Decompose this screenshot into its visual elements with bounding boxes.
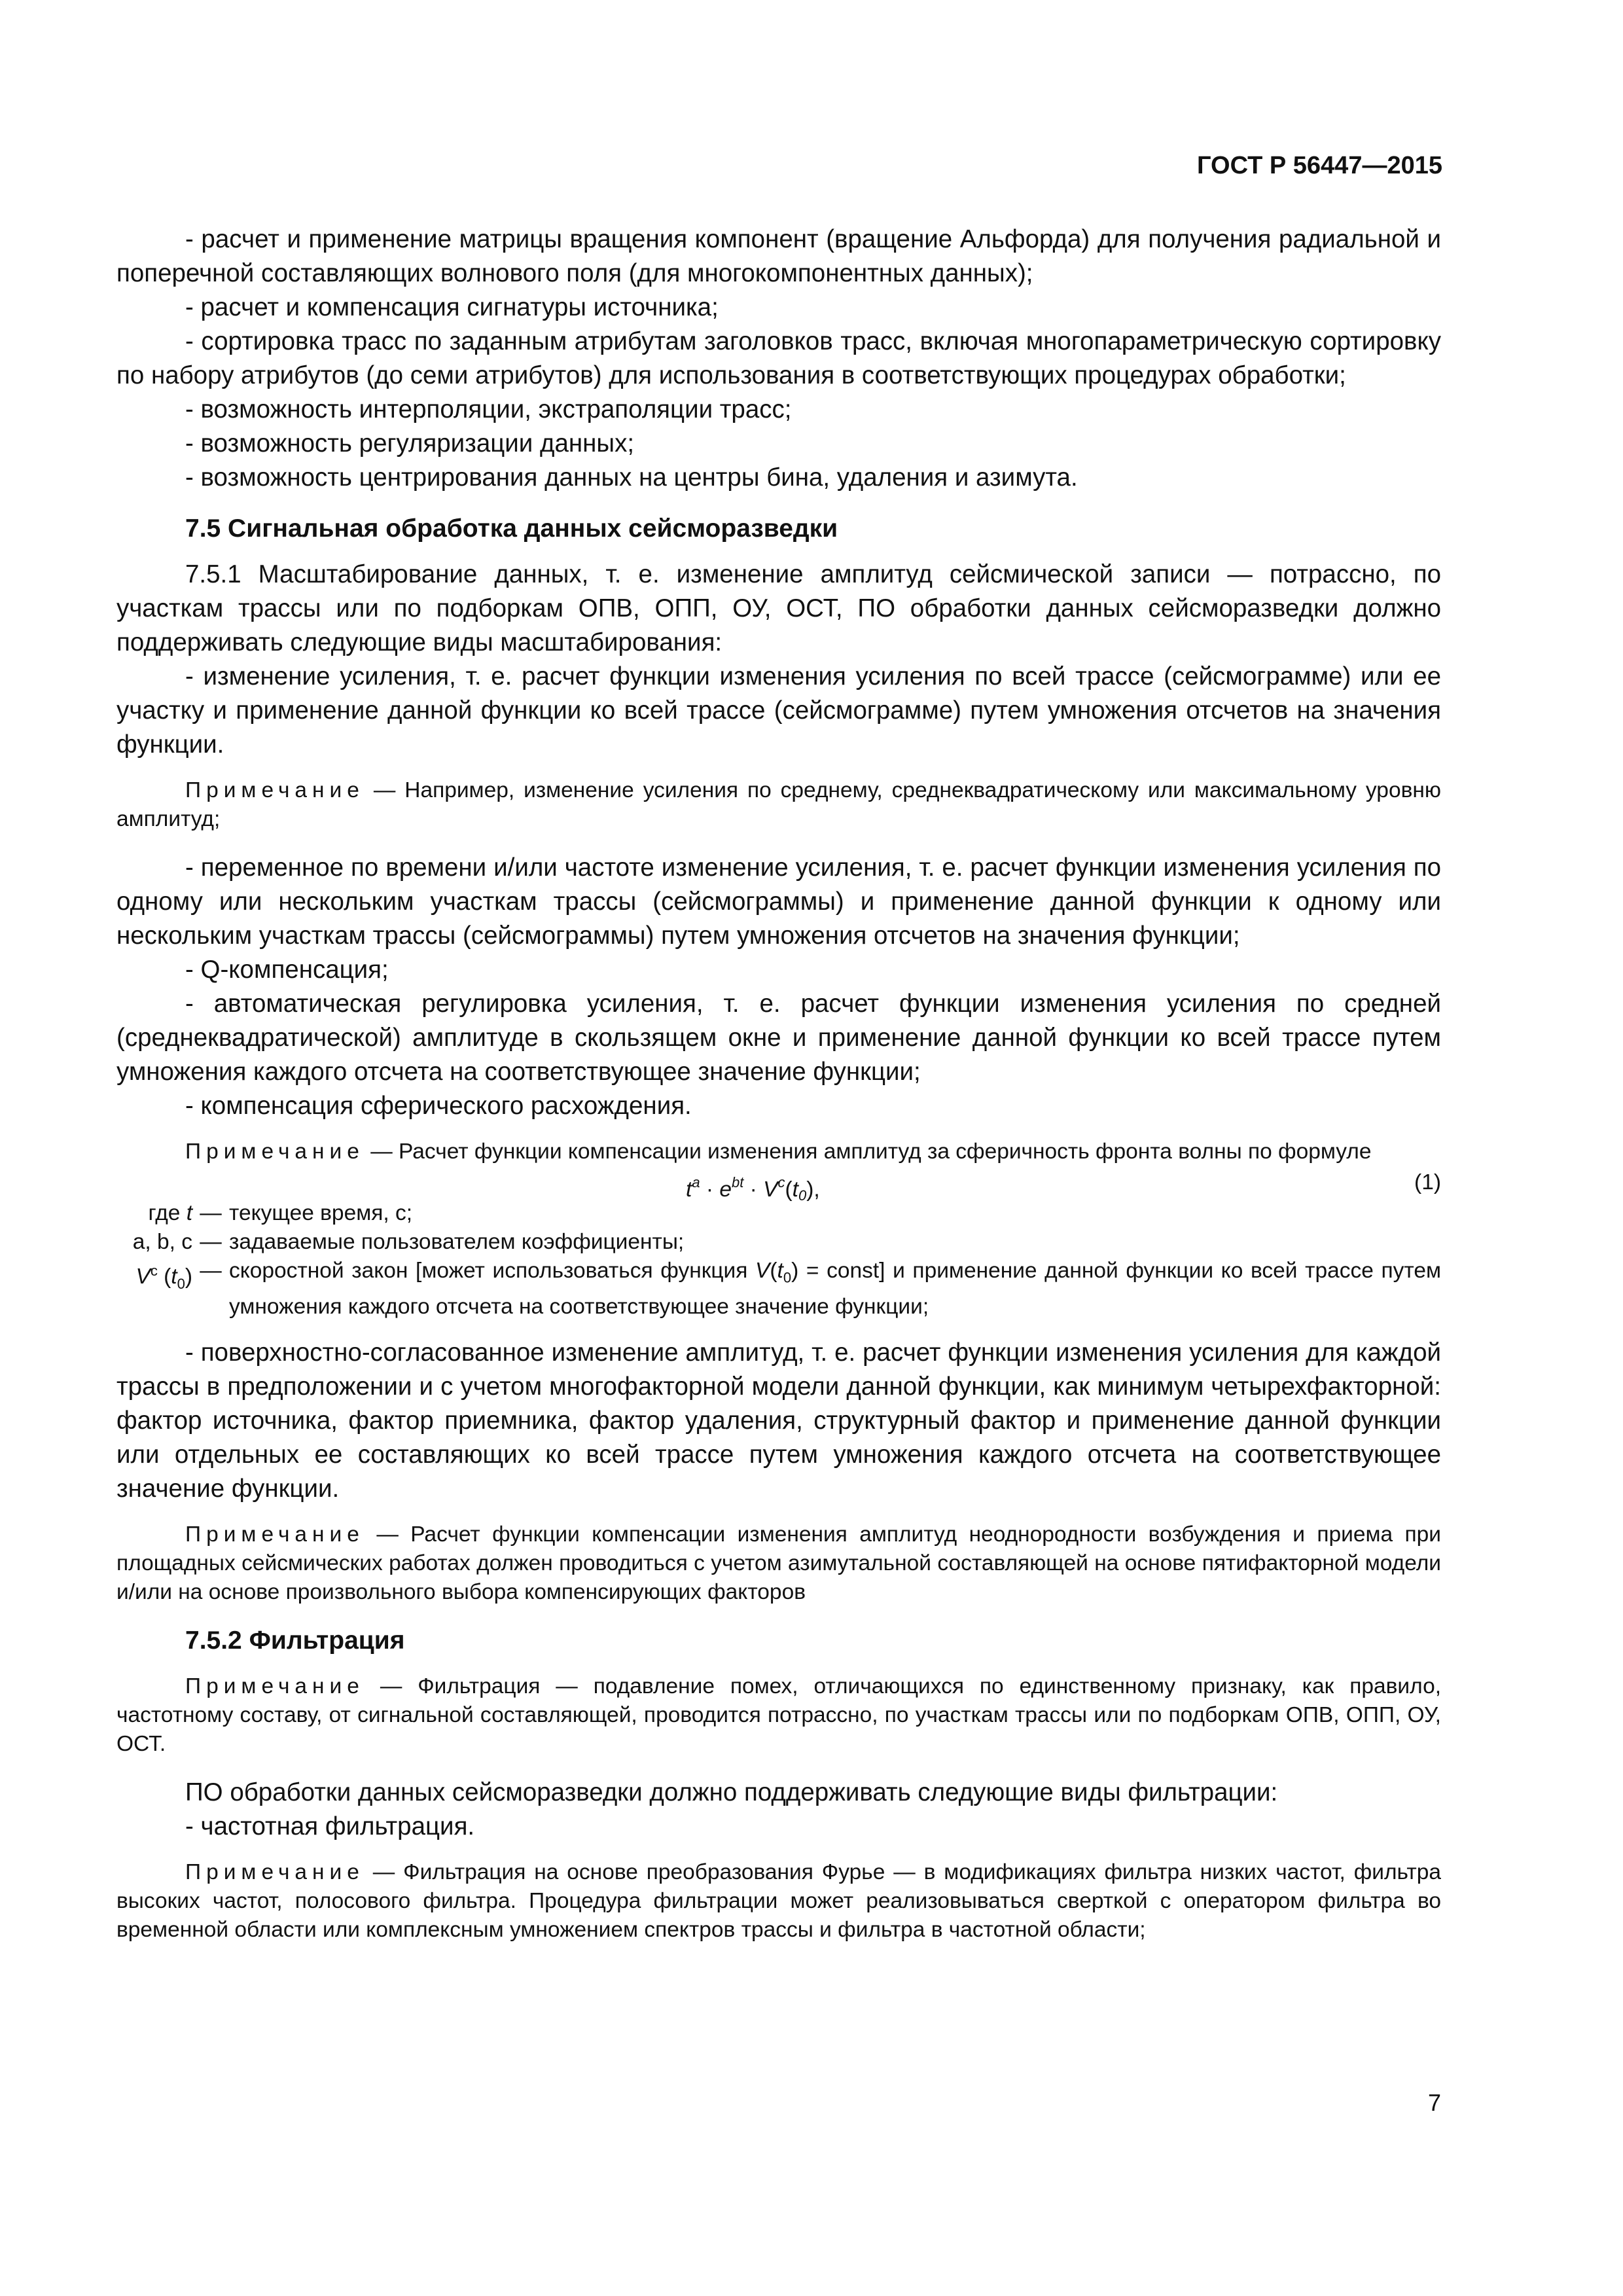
list-item: - переменное по времени и/или частоте изменение усиления, т. е. расчет функции изменения усиления по одному или нескольким участкам трассы (сейсмограммы) и применение данной функции к одному или нескольким участкам трассы (сейсмограммы) путем умножения отсчетов на значения функции;: [116, 853, 1441, 950]
page-content: [116, 223, 1441, 1962]
note-4: [116, 1672, 1441, 1759]
list-item: - расчет и компенсация сигнатуры источника;: [185, 293, 719, 321]
formula-expression: $t^a \cdot e^{bt} \cdot V^c(t_0)$,: [686, 1174, 820, 1204]
note-2: [116, 1138, 1441, 1166]
note-label: Примечание: [185, 1859, 365, 1884]
list-item: - расчет и применение матрицы вращения компонент (вращение Альфорда) для получения радиальной и поперечной составляющих волнового поля (для многокомпонентных данных);: [116, 225, 1441, 287]
list-item: - изменение усиления, т. е. расчет функции изменения усиления по всей трассе (сейсмограмме) или ее участку и применение данной функции ко всей трассе (сейсмограмме) путем умножения отсчетов на значения функции.: [116, 662, 1441, 759]
formula-1: [116, 1166, 1441, 1204]
note-text: — Расчет функции компенсации изменения амплитуд за сферичность фронта волны по формуле: [370, 1139, 1372, 1164]
note-label: Примечание: [185, 1674, 365, 1698]
list-item: - возможность интерполяции, экстраполяции трасс;: [185, 395, 792, 423]
document-code: ГОСТ Р 56447—2015: [1197, 152, 1442, 179]
section-heading-7-5: 7.5 Сигнальная обработка данных сейсморазведки: [185, 514, 838, 543]
note-text: — Фильтрация на основе преобразования Фурье — в модификациях фильтра низких частот, фильтра высоких частот, полосового фильтра. Процедура фильтрации может реализовываться сверткой с оператором фильтра во временной области или комплексным умножением спектров трассы и фильтра в частотной области;: [116, 1859, 1441, 1942]
list-item: - компенсация сферического расхождения.: [185, 1092, 692, 1120]
paragraph-7-5-1: 7.5.1 Масштабирование данных, т. е. изменение амплитуд сейсмической записи — потрассно, по участкам трассы или по подборкам ОПВ, ОПП, ОУ, ОСТ, ПО обработки данных сейсморазведки должно поддерживать следующие виды масштабирования:: [116, 560, 1441, 656]
formula-legend: [116, 1199, 1441, 1321]
note-1: [116, 776, 1441, 834]
section-heading-7-5-2: 7.5.2 Фильтрация: [185, 1626, 405, 1655]
list-item: - сортировка трасс по заданным атрибутам заголовков трасс, включая многопараметрическую сортировку по набору атрибутов (до семи атрибутов) для использования в соответствующих процедурах обработки;: [116, 327, 1441, 389]
legend-row-abc: a, b, c — задаваемые пользователем коэффициенты;: [132, 1230, 685, 1254]
note-3: [116, 1520, 1441, 1607]
list-item: - поверхностно-согласованное изменение амплитуд, т. е. расчет функции изменения усиления для каждой трассы в предположении и с учетом многофакторной модели данной функции, как минимум четырехфакторной: фактор источника, фактор приемника, фактор удаления, структурный фактор и применение данной функции или отдельных ее составляющих ко всей трассе путем умножения каждого отсчета на соответствующее значение функции.: [116, 1338, 1441, 1503]
note-label: Примечание: [185, 778, 365, 802]
legend-row-t: где t — текущее время, с;: [148, 1201, 413, 1225]
note-5: [116, 1858, 1441, 1945]
page-number: 7: [1427, 2089, 1441, 2116]
paragraph: ПО обработки данных сейсморазведки должно поддерживать следующие виды фильтрации:: [185, 1778, 1278, 1806]
note-text: — Фильтрация — подавление помех, отличающихся по единственному признаку, как правило, частотному составу, от сигнальной составляющей, проводится потрассно, по участкам трассы или по подборкам ОПВ, ОПП, ОУ, ОСТ.: [116, 1674, 1442, 1756]
legend-row-v: $V^c$ $(t_0)$ — скоростной закон [может использоваться функция $V(t_0)$ = const] и применение данной функции ко всей трассе путем умножения каждого отсчета на соответствующее значение функции;: [135, 1259, 1441, 1319]
list-item: - возможность центрирования данных на центры бина, удаления и азимута.: [185, 463, 1078, 492]
note-text: — Например, изменение усиления по среднему, среднеквадратическому или максимальному уровню амплитуд;: [116, 778, 1441, 831]
note-label: Примечание: [185, 1139, 365, 1164]
list-item: - Q-компенсация;: [185, 956, 389, 984]
note-label: Примечание: [185, 1522, 365, 1547]
list-item: - автоматическая регулировка усиления, т. е. расчет функции изменения усиления по средней (среднеквадратической) амплитуде в скользящем окне и применение данной функции ко всей трассе путем умножения каждого отсчета на соответствующее значение функции;: [116, 990, 1441, 1086]
note-text: — Расчет функции компенсации изменения амплитуд неоднородности возбуждения и приема при площадных сейсмических работах должен проводиться с учетом азимутальной составляющей на основе пятифакторной модели и/или на основе произвольного выбора компенсирующих факторов: [116, 1522, 1441, 1604]
list-item: - частотная фильтрация.: [185, 1812, 475, 1840]
formula-number: (1): [1414, 1170, 1441, 1194]
list-item: - возможность регуляризации данных;: [185, 429, 635, 457]
